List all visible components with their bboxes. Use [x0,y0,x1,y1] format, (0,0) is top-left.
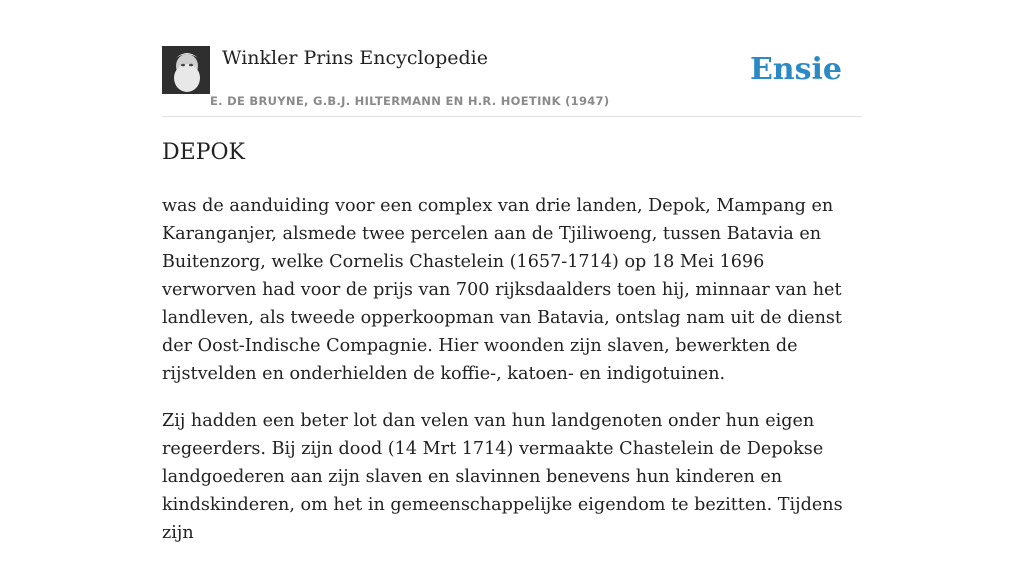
site-header [162,46,862,117]
encyclopedia-title[interactable]: Winkler Prins Encyclopedie [222,47,488,69]
entry-body [162,192,862,566]
entry-title: DEPOK [162,140,245,165]
ensie-logo[interactable]: Ensie [749,52,842,87]
author-avatar-icon [162,46,210,94]
body-paragraph-1: was de aanduiding voor een complex van drie landen, Depok, Mampang en Karanganjer, alsmede twee percelen aan de Tjiliwoeng, tussen Batavia en Buitenzorg, welke Cornelis Chastelein (1657-1714) op 18 Mei 1696 verworven had voor de prijs van 700 rijksdaalders toen hij, minnaar van het landleven, als tweede opperkoopman van Batavia, ontslag nam uit de dienst der Oost-Indische Compagnie. Hier woonden zijn slaven, bewerkten de rijstvelden en onderhielden de koffie-, katoen- en indigotuinen. [162,196,842,384]
body-paragraph-2: Zij hadden een beter lot dan velen van hun landgenoten onder hun eigen regeerders. Bij zijn dood (14 Mrt 1714) vermaakte Chastelein de Depokse landgoederen aan zijn slaven en slavinnen benevens hun kinderen en kindskinderen, om het in gemeenschappelijke eigendom te bezitten. Tijdens zijn [162,411,843,543]
authors-byline: E. DE BRUYNE, G.B.J. HILTERMANN EN H.R. HOETINK (1947) [210,94,610,108]
